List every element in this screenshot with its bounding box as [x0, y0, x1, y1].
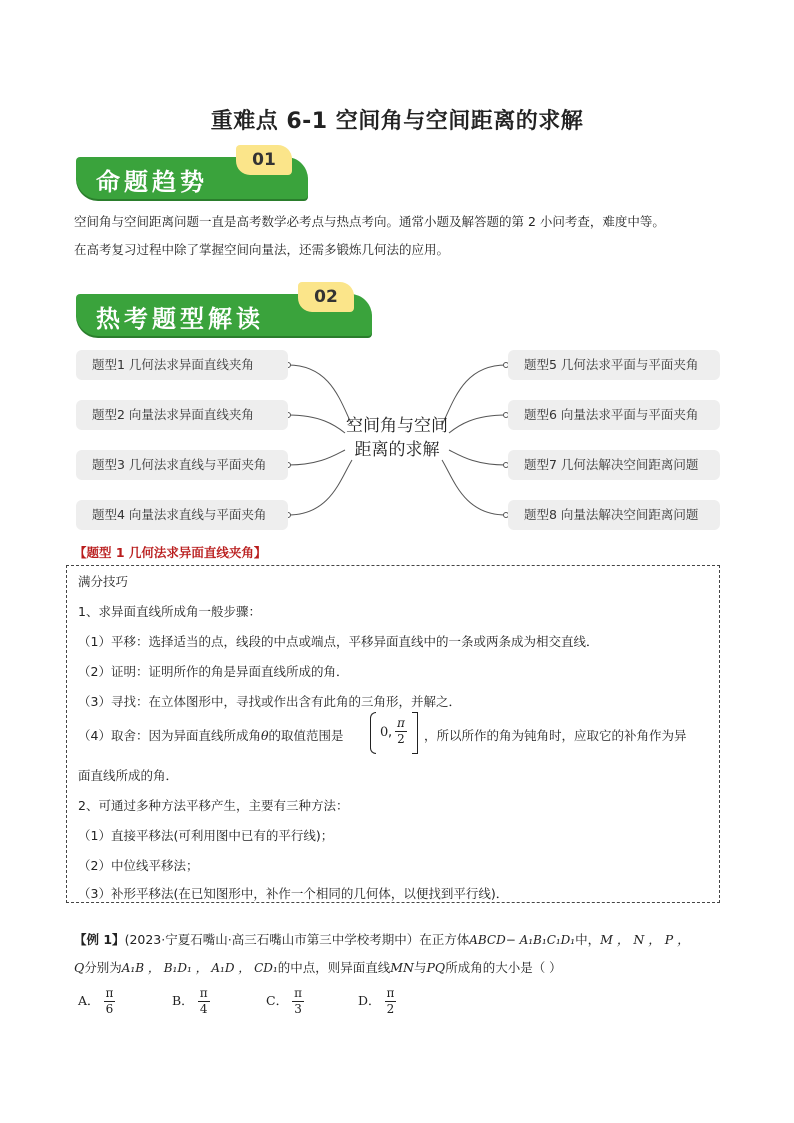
fraction-denominator: 4 [199, 1002, 208, 1016]
fraction-denominator: 2 [386, 1002, 395, 1016]
banner-label: 热考题型解读 [96, 304, 264, 333]
tips-text: （4）取舍：因为异面直线所成角 [78, 728, 261, 743]
option-letter: D． [358, 993, 381, 1008]
line-pq: PQ [426, 960, 446, 975]
option-letter: B． [172, 993, 194, 1008]
banner-label: 命题趋势 [96, 167, 208, 196]
option-c[interactable] [266, 986, 304, 1017]
example-text: 中， [575, 932, 601, 947]
example-line-2 [74, 958, 562, 976]
option-d[interactable] [358, 986, 396, 1017]
mindmap-right-item: 题型8 向量法解决空间距离问题 [508, 500, 720, 530]
cube-name: ABCD− A₁B₁C₁D₁ [469, 933, 576, 947]
mindmap-left-item: 题型1 几何法求异面直线夹角 [76, 350, 288, 380]
point-q: Q [74, 960, 85, 975]
tips-line: 面直线所成的角． [78, 768, 179, 783]
theta-symbol: θ [260, 728, 269, 743]
mindmap-right-item: 题型6 向量法求平面与平面夹角 [508, 400, 720, 430]
option-letter: A． [78, 993, 100, 1008]
example-text: 所成角的大小是（ ） [445, 960, 562, 975]
interval-right-bracket [412, 712, 418, 754]
section-heading: 【题型 1 几何法求异面直线夹角】 [74, 545, 267, 560]
tips-title: 满分技巧 [78, 574, 129, 589]
tips-text: 的取值范围是 [268, 728, 344, 743]
option-fraction [198, 986, 210, 1017]
mindmap-left-item: 题型4 向量法求直线与平面夹角 [76, 500, 288, 530]
fraction-denominator: 3 [294, 1002, 302, 1016]
option-fraction [385, 986, 397, 1017]
banner-number: 02 [298, 282, 354, 312]
tips-line: （1）直接平移法(可利用图中已有的平行线)； [78, 828, 334, 843]
mindmap-right-item: 题型7 几何法解决空间距离问题 [508, 450, 720, 480]
mindmap-right-item: 题型5 几何法求平面与平面夹角 [508, 350, 720, 380]
option-fraction [292, 986, 304, 1017]
tips-line-4b: ，所以所作的角为钝角时，应取它的补角作为异 [424, 728, 687, 743]
interval-zero: 0 [380, 725, 389, 740]
option-a[interactable] [78, 986, 115, 1017]
mindmap-left-item: 题型2 向量法求异面直线夹角 [76, 400, 288, 430]
interval-comma: , [388, 725, 393, 740]
tips-line: 1、求异面直线所成角一般步骤： [78, 604, 261, 619]
interval-expression [370, 712, 418, 756]
mindmap-center-line: 距离的求解 [354, 440, 440, 460]
option-fraction [104, 986, 116, 1017]
fraction-numerator: π [397, 716, 405, 730]
option-letter: C． [266, 993, 289, 1008]
interval-fraction [395, 716, 407, 747]
fraction-numerator: π [105, 986, 114, 1000]
tips-line: （2）证明：证明所作的角是异面直线所成的角． [78, 664, 349, 679]
mindmap-center-line: 空间角与空间 [346, 416, 448, 436]
example-text: 分别为 [84, 960, 122, 975]
fraction-denominator: 2 [397, 732, 405, 746]
option-b[interactable] [172, 986, 210, 1017]
segment-names: A₁B ， B₁D₁ ， A₁D ， CD₁ [121, 961, 278, 975]
line-mn: MN [390, 960, 414, 975]
tips-line: 2、可通过多种方法平移产生，主要有三种方法： [78, 798, 349, 813]
mindmap-left-item: 题型3 几何法求直线与平面夹角 [76, 450, 288, 480]
connector [288, 460, 352, 515]
example-text: 的中点，则异面直线 [277, 960, 391, 975]
example-label: 【例 1】 [74, 932, 125, 947]
banner-number: 01 [236, 145, 292, 175]
tips-line: （2）中位线平移法； [78, 858, 199, 873]
mindmap-center [326, 414, 468, 462]
fraction-numerator: π [199, 986, 208, 1000]
tips-line: （3）寻找：在立体图形中，寻找或作出含有此角的三角形，并解之． [78, 694, 461, 709]
intro-line-2: 在高考复习过程中除了掌握空间向量法，还需多锻炼几何法的应用。 [74, 242, 450, 257]
point-names: M ， N ， P ， [600, 932, 690, 947]
interval-left-bracket [370, 712, 376, 754]
example-text: 与 [414, 960, 427, 975]
fraction-denominator: 6 [105, 1002, 114, 1016]
page-title: 重难点 6-1 空间角与空间距离的求解 [210, 109, 584, 134]
tips-line-4a [78, 726, 344, 744]
tips-line: （1）平移：选择适当的点，线段的中点或端点，平移异面直线中的一条或两条成为相交直线． [78, 634, 599, 649]
fraction-numerator: π [294, 986, 302, 1000]
connector [442, 460, 506, 515]
example-source: (2023·宁夏石嘴山·高三石嘴山市第三中学校考期中）在正方体 [124, 932, 470, 947]
example-line-1 [74, 930, 690, 948]
intro-line-1: 空间角与空间距离问题一直是高考数学必考点与热点考向。通常小题及解答题的第 2 小问考查，难度中等。 [74, 214, 665, 229]
fraction-numerator: π [386, 986, 395, 1000]
tips-line: （3）补形平移法(在已知图形中，补作一个相同的几何体，以便找到平行线)． [78, 886, 509, 901]
